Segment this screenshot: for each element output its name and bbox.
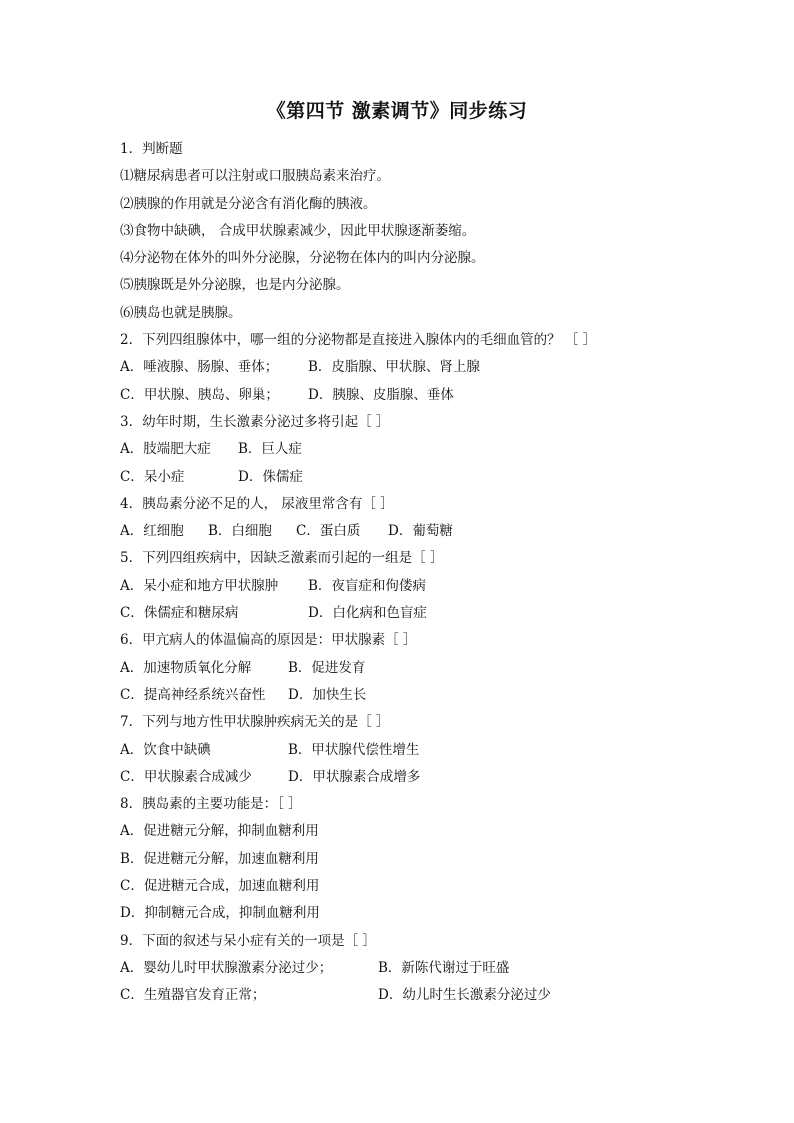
question-2-option-c: C．甲状腺、胰岛、卵巢；: [120, 386, 279, 403]
question-8-option-b: B．促进糖元分解，加速血糖利用: [120, 850, 319, 867]
question-6-options-row-2: [120, 682, 680, 709]
question-2-options-row-1: [120, 354, 680, 381]
question-2-option-d: D．胰腺、皮脂腺、垂体: [308, 386, 454, 403]
question-7-option-b: B．甲状腺代偿性增生: [288, 741, 420, 758]
question-6-option-d: D．加快生长: [288, 686, 367, 703]
question-6-option-c: C．提高神经系统兴奋性: [120, 686, 266, 703]
question-1-stem: 1．判断题: [120, 141, 183, 157]
question-3-options-row-1: [120, 436, 680, 463]
question-3-option-d: D．侏儒症: [238, 468, 303, 485]
question-8-stem: 8．胰岛素的主要功能是：［ ］: [120, 796, 302, 813]
question-1-item-6: ⑹胰岛也就是胰腺。: [120, 304, 242, 321]
question-5-option-d: D．白化病和色盲症: [308, 605, 427, 622]
question-9-options-row-2: [120, 982, 680, 1009]
question-6-options-row-1: [120, 655, 680, 682]
question-2-option-b: B．皮脂腺、甲状腺、肾上腺: [308, 359, 480, 376]
question-4-option-c: C．蛋白质: [296, 523, 361, 540]
question-7-option-a: A．饮食中缺碘: [120, 741, 211, 758]
question-5-options-row-1: [120, 573, 680, 600]
question-8-option-a: A．促进糖元分解，抑制血糖利用: [120, 823, 319, 840]
question-1-item-5: ⑸胰腺既是外分泌腺，也是内分泌腺。: [120, 277, 350, 294]
question-8-option-c: C．促进糖元合成，加速血糖利用: [120, 878, 320, 895]
question-2-stem: 2．下列四组腺体中，哪一组的分泌物都是直接进入腺体内的毛细血管的？ ［ ］: [120, 332, 597, 349]
question-6-option-b: B．促进发育: [288, 659, 366, 676]
page-title: 《第四节 激素调节》同步练习: [266, 100, 528, 122]
question-1-item-1: ⑴糖尿病患者可以注射或口服胰岛素来治疗。: [120, 168, 390, 185]
question-7-options-row-2: [120, 764, 680, 791]
question-9-option-d: D．幼儿时生长激素分泌过少: [378, 987, 551, 1004]
question-3-option-b: B．巨人症: [238, 441, 302, 458]
question-1-item-3: ⑶食物中缺碘， 合成甲状腺素减少，因此甲状腺逐渐萎缩。: [120, 222, 476, 239]
question-6-option-a: A．加速物质氧化分解: [120, 659, 252, 676]
question-4-option-d: D．葡萄糖: [388, 523, 453, 540]
question-5-options-row-2: [120, 600, 680, 627]
question-3-stem: 3．幼年时期，生长激素分泌过多将引起［ ］: [120, 413, 390, 430]
question-4-option-b: B．白细胞: [208, 523, 272, 540]
question-3-option-c: C．呆小症: [120, 468, 185, 485]
question-1-item-2: ⑵胰腺的作用就是分泌含有消化酶的胰液。: [120, 195, 377, 212]
question-7-options-row-1: [120, 737, 680, 764]
question-5-option-b: B．夜盲症和佝偻病: [308, 577, 426, 594]
question-4-options-row: [120, 518, 680, 545]
question-5-option-a: A．呆小症和地方甲状腺肿: [120, 577, 279, 594]
question-1-item-4: ⑷分泌物在体外的叫外分泌腺，分泌物在体内的叫内分泌腺。: [120, 250, 485, 267]
question-9-stem: 9．下面的叙述与呆小症有关的一项是［ ］: [120, 932, 376, 949]
question-9-option-c: C．生殖器官发育正常；: [120, 987, 266, 1004]
question-4-option-a: A．红细胞: [120, 523, 184, 540]
question-3-options-row-2: [120, 464, 680, 491]
question-7-stem: 7．下列与地方性甲状腺肿疾病无关的是［ ］: [120, 714, 390, 731]
question-9-option-b: B．新陈代谢过于旺盛: [378, 959, 510, 976]
exercise-content: [120, 136, 680, 1010]
question-6-stem: 6．甲亢病人的体温偏高的原因是：甲状腺素［ ］: [120, 632, 417, 649]
question-3-option-a: A．肢端肥大症: [120, 441, 211, 458]
question-5-stem: 5．下列四组疾病中，因缺乏激素而引起的一组是［ ］: [120, 550, 444, 567]
question-9-option-a: A．婴幼儿时甲状腺激素分泌过少；: [120, 959, 333, 976]
question-5-option-c: C．侏儒症和糖尿病: [120, 605, 239, 622]
question-4-stem: 4．胰岛素分泌不足的人， 尿液里常含有［ ］: [120, 495, 394, 512]
question-7-option-d: D．甲状腺素合成增多: [288, 768, 421, 785]
question-8-option-d: D．抑制糖元合成，抑制血糖利用: [120, 905, 320, 922]
question-2-options-row-2: [120, 382, 680, 409]
question-7-option-c: C．甲状腺素合成减少: [120, 768, 252, 785]
question-9-options-row-1: [120, 955, 680, 982]
question-2-option-a: A．唾液腺、肠腺、垂体；: [120, 359, 279, 376]
